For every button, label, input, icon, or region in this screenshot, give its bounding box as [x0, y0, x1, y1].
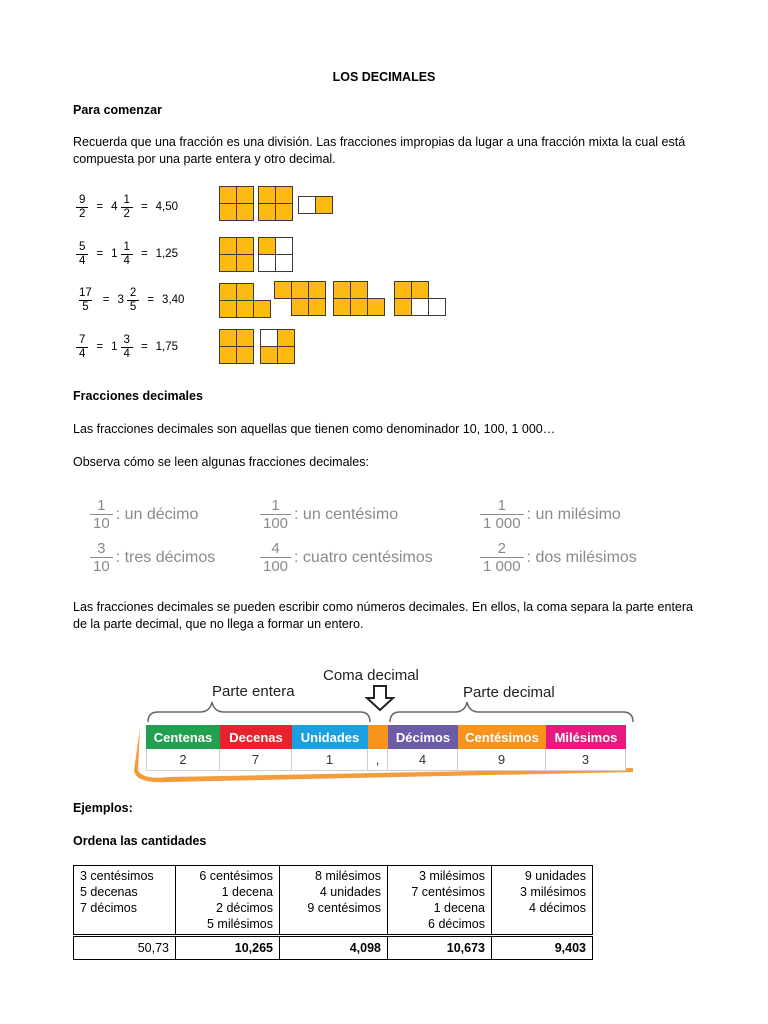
cell-line: 3 milésimos: [419, 869, 485, 883]
df-denominator: 10: [90, 557, 113, 575]
filled-square: [350, 281, 368, 299]
filled-square: [219, 237, 237, 255]
filled-square: [219, 283, 237, 301]
fraction-numerator: 9: [79, 193, 86, 206]
result-cell: 9,403: [492, 936, 593, 960]
filled-square: [236, 254, 254, 272]
filled-square: [236, 237, 254, 255]
filled-square: [350, 298, 368, 316]
cell-line: 7 décimos: [80, 901, 137, 915]
mixed-whole: 4: [111, 201, 118, 213]
decimal-fractions-heading: Fracciones decimales: [73, 389, 203, 403]
pv-digit-centesimos: 9: [458, 749, 546, 771]
filled-square: [219, 346, 237, 364]
filled-square: [258, 237, 276, 255]
empty-square: [275, 237, 293, 255]
cell-line: 6 décimos: [428, 917, 485, 931]
mixed-numerator: 2: [129, 286, 137, 299]
filled-square: [274, 281, 292, 299]
mixed-whole: 1: [111, 248, 118, 260]
filled-square: [308, 281, 326, 299]
df-label: : un milésimo: [526, 505, 621, 523]
cell-line: 7 centésimos: [411, 885, 485, 899]
filled-square: [308, 298, 326, 316]
mixed-denominator: 5: [127, 300, 139, 314]
filled-square: [411, 281, 429, 299]
cell-line: 5 decenas: [80, 885, 138, 899]
fraction-row: $\frac{5}{4}$ = 1 $\frac{1}{4}$ = 1,25: [76, 236, 178, 272]
result-cell: 4,098: [280, 936, 388, 960]
filled-square: [277, 346, 295, 364]
filled-square: [236, 329, 254, 347]
filled-square: [291, 281, 309, 299]
pv-header-unidades: Unidades: [292, 725, 368, 749]
pv-header-decimos: Décimos: [388, 725, 458, 749]
filled-square: [236, 203, 254, 221]
decimal-value: 4,50: [155, 201, 179, 213]
filled-square: [219, 254, 237, 272]
fraction-numerator: 5: [79, 240, 86, 253]
df-numerator: 2: [497, 540, 506, 557]
parte-decimal-label: Parte decimal: [463, 684, 555, 701]
mixed-numerator: 3: [123, 333, 130, 346]
parte-entera-label: Parte entera: [212, 683, 295, 700]
df-denominator: 10: [90, 514, 113, 532]
fraction-denominator: 4: [76, 254, 88, 268]
table-row: [74, 936, 593, 960]
pv-digit-milesimos: 3: [546, 749, 626, 771]
mixed-whole: 3: [117, 294, 124, 306]
filled-square: [277, 329, 295, 347]
empty-square: [298, 196, 316, 214]
empty-square: [275, 254, 293, 272]
fraction-denominator: 2: [76, 207, 88, 221]
mixed-numerator: 1: [123, 193, 130, 206]
cell-line: 2 décimos: [216, 901, 273, 915]
decimal-value: 1,25: [155, 248, 179, 260]
filled-square: [275, 203, 293, 221]
empty-square: [428, 298, 446, 316]
filled-square: [219, 329, 237, 347]
filled-square: [253, 300, 271, 318]
intro-text: Recuerda que una fracción es una división. Las fracciones impropias da lugar a una fracción mixta la cual está compuesta por una parte entera y otro decimal.: [73, 135, 686, 166]
cell-line: 1 decena: [221, 885, 273, 899]
mixed-whole: 1: [111, 341, 118, 353]
cell-line: 5 milésimos: [207, 917, 273, 931]
examples-subheading: Ordena las cantidades: [73, 834, 207, 848]
filled-square: [367, 298, 385, 316]
decimal-fractions-explanation: Las fracciones decimales se pueden escribir como números decimales. En ellos, la coma separa la parte entera de la parte decimal, que no llega a formar un entero.: [73, 600, 693, 631]
filled-square: [236, 283, 254, 301]
filled-square: [394, 281, 412, 299]
filled-square: [258, 186, 276, 204]
pv-digit-decenas: 7: [220, 749, 292, 771]
result-cell: 50,73: [74, 936, 176, 960]
cell-line: 3 milésimos: [520, 885, 586, 899]
mixed-denominator: 4: [121, 254, 133, 268]
table-cell: [280, 866, 388, 936]
intro-heading: Para comenzar: [73, 103, 162, 117]
cell-line: 9 unidades: [524, 869, 586, 883]
cell-line: 3 centésimos: [80, 869, 154, 883]
decimal-fractions-observe: Observa cómo se leen algunas fracciones decimales:: [73, 455, 369, 469]
cell-line: 4 unidades: [319, 885, 381, 899]
fraction-denominator: 5: [79, 300, 91, 314]
filled-square: [315, 196, 333, 214]
mixed-denominator: 4: [121, 347, 133, 361]
filled-square: [275, 186, 293, 204]
pv-digit-coma: ,: [368, 749, 388, 771]
decimal-fraction-reading: [260, 497, 398, 532]
pv-digit-decimos: 4: [388, 749, 458, 771]
df-numerator: 1: [497, 497, 506, 514]
parte-decimal-brace: [390, 702, 633, 722]
decimal-fraction-reading: [480, 540, 637, 575]
decimal-fraction-reading: [90, 497, 198, 532]
filled-square: [260, 346, 278, 364]
filled-square: [236, 186, 254, 204]
fraction-row: $\frac{7}{4}$ = 1 $\frac{3}{4}$ = 1,75: [76, 329, 178, 365]
cell-line: 9 centésimos: [307, 901, 381, 915]
df-numerator: 3: [97, 540, 106, 557]
filled-square: [219, 300, 237, 318]
df-numerator: 4: [271, 540, 280, 557]
mixed-numerator: 1: [123, 240, 130, 253]
table-cell: [176, 866, 280, 936]
table-cell: [388, 866, 492, 936]
cell-line: 8 milésimos: [315, 869, 381, 883]
filled-square: [236, 346, 254, 364]
filled-square: [394, 298, 412, 316]
decimal-value: 3,40: [162, 294, 185, 306]
df-label: : tres décimos: [115, 548, 216, 566]
examples-heading: Ejemplos:: [73, 801, 133, 815]
table-cell: [74, 866, 176, 936]
fraction-row: $\frac{9}{2}$ = 4 $\frac{1}{2}$ = 4,50: [76, 189, 178, 225]
fraction-numerator: 17: [79, 286, 92, 299]
empty-square: [260, 329, 278, 347]
pv-digit-unidades: 1: [292, 749, 368, 771]
cell-line: 6 centésimos: [199, 869, 273, 883]
table-row: [74, 866, 593, 936]
filled-square: [236, 300, 254, 318]
df-denominator: 100: [260, 557, 291, 575]
df-numerator: 1: [97, 497, 106, 514]
df-numerator: 1: [271, 497, 280, 514]
table-cell: [492, 866, 593, 936]
mixed-denominator: 2: [121, 207, 133, 221]
pv-header-coma: [368, 725, 388, 749]
fraction-numerator: 7: [79, 333, 86, 346]
pv-digit-centenas: 2: [146, 749, 220, 771]
decimal-fraction-reading: [260, 540, 433, 575]
df-denominator: 1 000: [480, 514, 524, 532]
df-label: : un centésimo: [294, 505, 399, 523]
filled-square: [219, 186, 237, 204]
cell-line: 4 décimos: [529, 901, 586, 915]
df-label: : cuatro centésimos: [294, 548, 433, 566]
df-label: : dos milésimos: [526, 548, 637, 566]
fraction-row: $\frac{17}{5}$ = 3 $\frac{2}{5}$ = 3,40: [76, 282, 184, 318]
filled-square: [333, 281, 351, 299]
decimal-fraction-reading: [90, 540, 215, 575]
pv-header-centesimos: Centésimos: [458, 725, 546, 749]
empty-square: [258, 254, 276, 272]
page-title: LOS DECIMALES: [332, 70, 436, 84]
decimal-value: 1,75: [155, 341, 179, 353]
filled-square: [258, 203, 276, 221]
empty-square: [411, 298, 429, 316]
coma-decimal-label: Coma decimal: [323, 667, 419, 684]
pv-header-milesimos: Milésimos: [546, 725, 626, 749]
decimal-fraction-reading: [480, 497, 621, 532]
fraction-denominator: 4: [76, 347, 88, 361]
cell-line: 1 decena: [433, 901, 485, 915]
decimal-fractions-definition: Las fracciones decimales son aquellas que tienen como denominador 10, 100, 1 000…: [73, 422, 556, 436]
filled-square: [291, 298, 309, 316]
df-denominator: 1 000: [480, 557, 524, 575]
filled-square: [219, 203, 237, 221]
pv-header-decenas: Decenas: [220, 725, 292, 749]
df-denominator: 100: [260, 514, 291, 532]
result-cell: 10,673: [388, 936, 492, 960]
result-cell: 10,265: [176, 936, 280, 960]
pv-header-centenas: Centenas: [146, 725, 220, 749]
order-table: [73, 865, 593, 960]
parte-entera-brace: [148, 702, 370, 722]
df-label: : un décimo: [115, 505, 199, 523]
filled-square: [333, 298, 351, 316]
arrow-down-icon: [367, 686, 393, 710]
